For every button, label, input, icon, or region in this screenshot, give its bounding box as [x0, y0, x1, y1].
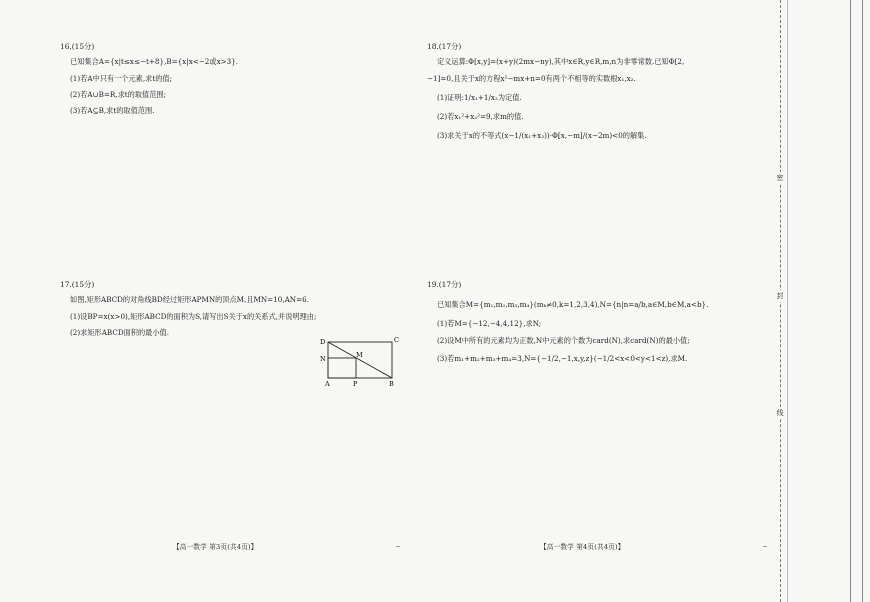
label-d: D — [320, 338, 326, 346]
question-19-stem: 已知集合M={m₁,m₂,m₃,m₄}(mₖ≠0,k=1,2,3,4),N={n|n=a/b,a∈M,b∈M,a<b}. — [437, 300, 709, 310]
question-19-part-3: (3)若m₁+m₂+m₃+m₄=3,N={−1/2,−1,x,y,z}(−1/2<x<0<y<1<z),求M. — [437, 354, 688, 364]
question-16 — [60, 43, 238, 123]
scan-mark — [396, 546, 400, 547]
diagonal-bd — [328, 342, 392, 378]
question-17-figure — [318, 334, 402, 390]
question-18-line-2: −1]=0,且关于x的方程x²−mx+n=0有两个不相等的实数根x₁,x₂. — [427, 73, 636, 83]
question-16-heading: 16.(15分) — [60, 42, 95, 51]
question-18-part-1: (1)证明:1/x₁+1/x₂为定值. — [437, 92, 522, 102]
page-edge-line — [850, 0, 851, 602]
binding-mark-mi: 密 — [774, 172, 786, 184]
question-16-part-1: (1)若A中只有一个元素,求t的值; — [70, 73, 173, 83]
label-a: A — [325, 380, 330, 388]
label-p: P — [353, 380, 358, 388]
question-18-heading: 18.(17分) — [427, 42, 462, 51]
question-18-line-1: 定义运算:Φ[x,y]=(x+y)(2mx−ny),其中x∈R,y∈R,m,n为非零常数.已知Φ[2, — [437, 57, 685, 67]
question-16-part-3: (3)若A⊆B,求t的取值范围. — [70, 106, 155, 116]
label-b: B — [389, 380, 394, 388]
scan-mark — [763, 546, 767, 547]
question-17 — [60, 281, 316, 345]
question-18 — [427, 43, 684, 148]
binding-mark-feng: 封 — [774, 290, 786, 302]
question-17-part-1: (1)设BP=x(x>0),矩形ABCD的面积为S,请写出S关于x的关系式,并说明理由; — [70, 311, 317, 321]
question-17-stem: 如图,矩形ABCD的对角线BD经过矩形APMN的顶点M,且MN=10,AN=6. — [70, 295, 309, 305]
binding-margin-line — [787, 0, 788, 602]
question-19-part-1: (1)若M={−12,−4,4,12},求N; — [437, 318, 542, 328]
page-edge-line — [862, 0, 863, 602]
binding-mark-xian: 线 — [774, 407, 786, 419]
question-18-part-2: (2)若x₁²+x₂²=9,求m的值. — [437, 112, 524, 122]
label-n: N — [320, 355, 326, 363]
question-19 — [427, 281, 708, 371]
question-19-heading: 19.(17分) — [427, 280, 462, 289]
label-c: C — [394, 336, 399, 344]
footer-left: 【高一数学 第3页(共4页)】 — [173, 543, 258, 551]
question-19-part-2: (2)设M中所有的元素均为正数,N中元素的个数为card(N),求card(N)的最小值; — [437, 335, 690, 345]
question-16-part-2: (2)若A∪B=R,求t的取值范围; — [70, 89, 167, 99]
rectangle-apmn — [328, 358, 356, 378]
question-17-heading: 17.(15分) — [60, 280, 95, 289]
question-18-part-3: (3)求关于x的不等式(x−1/(x₁+x₂))·Φ[x,−m]/(x−2m)<0的解集. — [437, 131, 647, 141]
question-17-part-2: (2)求矩形ABCD面积的最小值. — [70, 327, 170, 337]
question-16-stem: 已知集合A={x|t≤x≤−t+8},B={x|x<−2或x>3}. — [70, 57, 239, 67]
label-m: M — [356, 351, 363, 359]
footer-right: 【高一数学 第4页(共4页)】 — [540, 543, 625, 551]
